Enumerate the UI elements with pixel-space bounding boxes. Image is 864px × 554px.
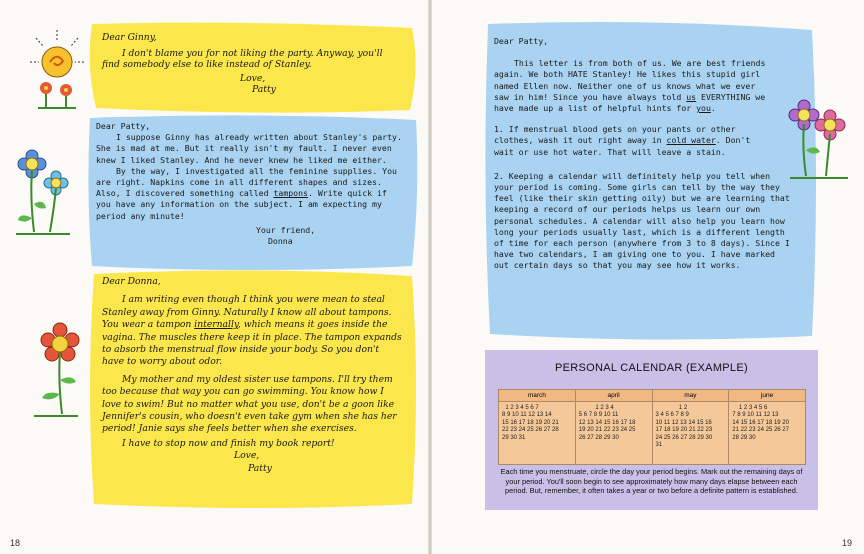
month-days: 1 2 3 4 5 6 7 8 9 10 11 12 13 14 15 16 17 18 19 20 21 22 23 24 25 26 27 28 29 30 bbox=[578, 405, 636, 441]
letter1-signature: Patty bbox=[252, 84, 276, 96]
month-days: 1 2 3 4 5 6 7 8 9 10 11 12 13 14 15 16 17 18 19 20 21 22 23 24 25 26 27 28 29 30 31 bbox=[655, 405, 713, 449]
letter2-signature: Donna bbox=[268, 236, 293, 247]
month-name: june bbox=[729, 390, 805, 402]
month-name: april bbox=[576, 390, 652, 402]
blue-flowers-icon bbox=[10, 148, 76, 238]
personal-calendar bbox=[485, 350, 818, 510]
letter2-paragraph-2-start: By the way, I investigated all the feminine supplies. You are right. Napkins come in all different shapes and sizes. Also, I discovered something called bbox=[96, 165, 397, 199]
month-name: march bbox=[499, 390, 575, 402]
month-may bbox=[653, 390, 730, 464]
you-underlined: you bbox=[696, 103, 711, 114]
letter2-salutation: Dear Patty, bbox=[96, 121, 151, 131]
hint-1 bbox=[494, 124, 762, 158]
hint-1-start: 1. If menstrual blood gets on your pants or other clothes, wash it out right away in bbox=[494, 124, 736, 146]
month-days: 1 2 3 4 5 6 7 8 9 10 11 12 13 14 15 16 17 18 19 20 21 22 23 24 25 26 27 28 29 30 bbox=[732, 405, 789, 441]
letter-from-ginny-and-donna bbox=[494, 36, 790, 272]
letter3-signature: Patty bbox=[248, 462, 272, 474]
right-letter-paragraph-1-middle: EVERYTHING we have made up a list of helpful hints for bbox=[494, 91, 766, 114]
right-letter-paragraph-1 bbox=[494, 58, 774, 114]
calendar-instructions: Each time you menstruate, circle the day your period begins. Mark out the remaining days of your period. You'll soon begin to see approximately how many days elapse between each period. But, remember, it often takes a year or two before a definite pattern is established. bbox=[500, 467, 803, 496]
letter3-salutation: Dear Donna, bbox=[102, 276, 161, 287]
letter-to-patty-from-donna bbox=[96, 121, 402, 247]
letter2-paragraph-1: I suppose Ginny has already written about Stanley's party. She is mad at me. But it really isn't my fault. I never even knew I liked Stanley. And he never knew he liked me either. bbox=[96, 132, 402, 165]
page-number-right: 19 bbox=[842, 538, 853, 548]
letter-to-ginny bbox=[102, 32, 402, 96]
red-flower-icon bbox=[28, 320, 84, 420]
month-days: 1 2 3 4 5 6 7 8 9 10 11 12 13 14 15 16 17 18 19 20 21 22 23 24 25 26 27 28 29 30 31 bbox=[502, 405, 559, 441]
page-number-left: 18 bbox=[10, 538, 21, 548]
letter3-paragraph-2: My mother and my oldest sister use tampons. I'll try them too because that way you can go swimming. You know how I love to swim! But no matter what you use, don't be a goon like Jennifer's cousin, who doesn't even take gym when she has her period! Janie says she feels better when she exercises. bbox=[102, 373, 397, 435]
month-april bbox=[576, 390, 653, 464]
letter-to-donna bbox=[102, 276, 404, 475]
hint-1-end: . Don't wait or use hot water. That will leave a stain. bbox=[494, 135, 751, 157]
letter3-paragraph-3: I have to stop now and finish my book report! bbox=[122, 437, 335, 449]
letter2-paragraph-2-end: . Write quick if you have any information on the subject. I am expecting my period any minute! bbox=[96, 188, 387, 221]
us-underlined: us bbox=[686, 91, 697, 102]
hint-2: 2. Keeping a calendar will definitely help you tell when your period is coming. Some girls can tell by the way they feel (like their skin getting oily) but we are learning that keeping a record of our periods helps us learn our own personal schedules. A calendar will also help you learn how long your periods usually last, which is a different length of time for each person (anywhere from 3 to 8 days). Since I have two calendars, I am giving one to you. I have marked out certain days so that you may see how it works. bbox=[494, 170, 790, 271]
gutter bbox=[428, 0, 432, 554]
letter3-paragraph-1-start: I am writing even though I think you were mean to steal Stanley away from Ginny. Naturally I know all about tampons. You wear a tampon bbox=[102, 294, 392, 331]
letter3-paragraph-1-end: , which means it goes inside the vagina. The muscles there keep it in place. The tampon expands to absorb the menstrual flow inside your body. So you don't have to worry about odor. bbox=[102, 319, 402, 368]
letter1-salutation: Dear Ginny, bbox=[102, 32, 157, 43]
tampons-underlined: tampons bbox=[273, 188, 308, 199]
cold-water-underlined: cold water bbox=[666, 135, 716, 146]
internally-underlined: internally bbox=[194, 319, 238, 331]
purple-flowers-icon bbox=[786, 98, 852, 184]
letter1-body: I don't blame you for not liking the party. Anyway, you'll find somebody else to like instead of Stanley. bbox=[102, 47, 383, 71]
calendar-title: PERSONAL CALENDAR (EXAMPLE) bbox=[555, 362, 748, 374]
right-letter-paragraph-1-end: . bbox=[710, 103, 716, 114]
calendar-grid bbox=[498, 389, 806, 465]
month-march bbox=[499, 390, 576, 464]
sun-flower-icon bbox=[28, 28, 86, 110]
month-name: may bbox=[653, 390, 729, 402]
letter1-closing: Love, bbox=[240, 72, 266, 84]
right-letter-salutation: Dear Patty, bbox=[494, 36, 549, 46]
letter3-closing: Love, bbox=[234, 450, 260, 462]
letter2-closing: Your friend, bbox=[256, 224, 316, 235]
letter3-paragraph-1 bbox=[102, 294, 404, 368]
letter2-paragraph-2 bbox=[96, 166, 402, 222]
month-june bbox=[729, 390, 805, 464]
right-letter-paragraph-1-start: This letter is from both of us. We are best friends again. We both HATE Stanley! He likes this stupid girl named Ellen now. Neither one of us knows what we ever saw in him! Since you have always told bbox=[494, 58, 766, 102]
